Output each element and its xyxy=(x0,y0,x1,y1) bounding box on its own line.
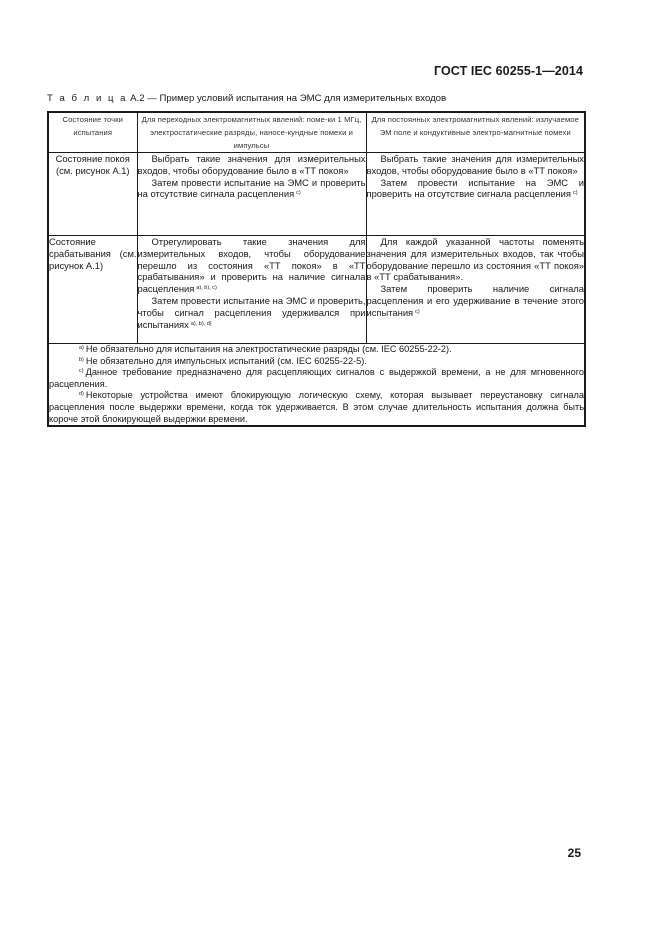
document-header: ГОСТ IEC 60255-1—2014 xyxy=(433,64,583,78)
paragraph: Для каждой указанной частоты поменять значения для измерительных входов, так чтобы оборудование перешло из состояния «ТТ покоя» в «ТТ срабатывания». xyxy=(366,236,584,283)
row-label-operate: Состояние срабатывания (см. рисунок А.1) xyxy=(48,236,137,344)
table-notes-row xyxy=(48,344,585,427)
cell-quiescent-transient xyxy=(137,153,366,236)
table-row-quiescent xyxy=(48,153,585,236)
row-label-quiescent: Состояние покоя (см. рисунок А.1) xyxy=(48,153,137,236)
footnote-ref: c) xyxy=(296,190,301,197)
footnote-ref: a), b), d) xyxy=(190,320,212,327)
table-caption xyxy=(47,93,446,104)
footnote-ref: c) xyxy=(572,190,578,197)
table-caption-prefix: Т а б л и ц а xyxy=(47,93,128,104)
footnote: $^{a)}$ Не обязательно для испытания на электростатические разряды (см. IEC 60255-22-2). xyxy=(79,344,452,354)
table-header-row xyxy=(48,112,585,153)
paragraph: Затем провести испытание на ЭМС и проверить на отсутствие сигнала расцепления $^{c)}$ xyxy=(137,176,366,200)
cell-operate-transient xyxy=(137,236,366,344)
footnote: $^{d)}$ Некоторые устройства имеют блокирующую логическую схему, которая вызывает переустановку сигнала расцепления после выдержки времени, когда ток удерживается. В этом случае длительность испытания должна быть короче этой блокирующей выдержки времени. xyxy=(49,390,584,424)
footnote-ref: a), b), c) xyxy=(196,285,217,292)
table-row-operate xyxy=(48,236,585,344)
header-transient-phenomena: Для переходных электромагнитных явлений: поме-ки 1 МГц, электростатические разряды, наносе-кундные помехи и импульсы xyxy=(137,112,366,153)
paragraph: Затем провести испытание на ЭМС и проверить, чтобы сигнал расцепления удерживался при испытаниях $^{a), b), d)}$ xyxy=(137,294,366,330)
paragraph: Затем провести испытание на ЭМС и проверить на отсутствие сигнала расцепления $^{c)}$ xyxy=(366,176,584,200)
paragraph: Выбрать такие значения для измерительных входов, чтобы оборудование было в «ТТ покоя» xyxy=(137,153,366,176)
paragraph: Затем проверить наличие сигнала расцепления и его удерживание в течение этого испытания $^{c)}$ xyxy=(366,283,584,318)
emc-test-conditions-table xyxy=(47,111,586,427)
table-caption-text: А.2 — Пример условий испытания на ЭМС для измерительных входов xyxy=(127,93,447,104)
page-number: 25 xyxy=(567,846,581,860)
header-test-point-state: Состояние точки испытания xyxy=(48,112,137,153)
paragraph: Выбрать такие значения для измерительных входов, чтобы оборудование было в «ТТ покоя» xyxy=(366,153,584,176)
table-notes xyxy=(48,344,585,427)
header-continuous-phenomena: Для постоянных электромагнитных явлений: излучаемое ЭМ поле и кондуктивные электро-магнитные помехи xyxy=(366,112,585,153)
cell-quiescent-continuous xyxy=(366,153,585,236)
footnote: $^{c)}$ Данное требование предназначено для расцепляющих сигналов с выдержкой времени, а не для мгновенного расцепления. xyxy=(49,367,584,389)
footnote-ref: c) xyxy=(415,308,420,315)
paragraph: Отрегулировать такие значения для измерительных входов, чтобы оборудование перешло из состояния «ТТ покоя» в «ТТ срабатывания» и проверить на наличие сигнала расцепления $^{a), b), c)}$ xyxy=(137,236,366,295)
footnote: $^{b)}$ Не обязательно для импульсных испытаний (см. IEC 60255-22-5). xyxy=(79,355,367,366)
cell-operate-continuous xyxy=(366,236,585,344)
